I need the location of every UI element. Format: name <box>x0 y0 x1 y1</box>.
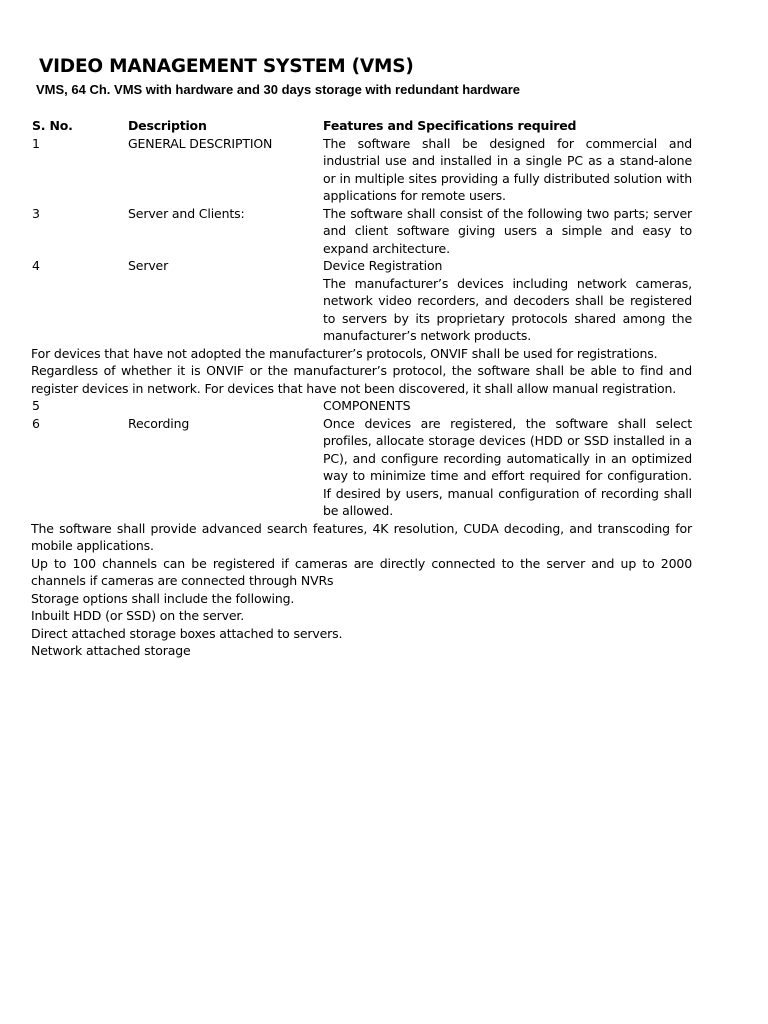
paragraph: For devices that have not adopted the manufacturer’s protocols, ONVIF shall be used for registrations. <box>31 345 658 361</box>
document-subtitle: VMS, 64 Ch. VMS with hardware and 30 days storage with redundant hardware <box>36 82 521 97</box>
paragraph: The software shall provide advanced search features, 4K resolution, CUDA decoding, and transcoding for mobile applications. <box>31 520 692 553</box>
table-header-row <box>31 117 692 135</box>
paragraph: Up to 100 channels can be registered if cameras are directly connected to the server and up to 2000 channels if cameras are connected through NVRs <box>31 555 692 588</box>
row-spec: The manufacturer’s devices including network cameras, network video recorders, and decoders shall be registered to servers by its proprietary protocols shared among the manufacturer’s network products. <box>323 275 692 343</box>
spec-body <box>31 117 692 660</box>
row-spec: The software shall consist of the following two parts; server and client software giving users a simple and easy to expand architecture. <box>323 205 692 256</box>
list-item: Direct attached storage boxes attached to servers. <box>31 625 343 641</box>
row-spec: Once devices are registered, the software shall select profiles, allocate storage devices (HDD or SSD installed in a PC), and configure recording automatically in an optimized way to minimize time and effort required for configuration. If desired by users, manual configuration of recording shall be allowed. <box>323 415 692 518</box>
table-row <box>31 397 692 415</box>
row-description: Server and Clients: <box>128 205 245 221</box>
row-spec-heading: Device Registration <box>323 258 443 273</box>
header-features: Features and Specifications required <box>323 118 577 133</box>
row-sno: 4 <box>32 258 40 273</box>
header-description: Description <box>128 118 207 133</box>
paragraph: Storage options shall include the following. <box>31 590 295 606</box>
row-description: Server <box>128 258 169 273</box>
row-spec: COMPONENTS <box>323 398 411 413</box>
row-spec: The software shall be designed for commercial and industrial use and installed in a single PC as a stand-alone or in multiple sites providing a fully distributed solution with applications for remote users. <box>323 135 692 203</box>
table-row <box>31 257 692 345</box>
row-description: GENERAL DESCRIPTION <box>128 135 273 151</box>
list-item: Network attached storage <box>31 643 191 658</box>
table-row <box>31 205 692 258</box>
row-sno: 6 <box>32 415 40 431</box>
row-description: Recording <box>128 415 190 431</box>
document-title: VIDEO MANAGEMENT SYSTEM (VMS) <box>39 56 414 77</box>
list-item: Inbuilt HDD (or SSD) on the server. <box>31 608 245 623</box>
table-row <box>31 135 692 205</box>
row-sno: 5 <box>32 398 40 413</box>
row-sno: 1 <box>32 135 40 151</box>
paragraph: Regardless of whether it is ONVIF or the manufacturer’s protocol, the software shall be able to find and register devices in network. For devices that have not been discovered, it shall allow manual registration. <box>31 363 692 396</box>
header-sno: S. No. <box>32 118 73 133</box>
table-row <box>31 415 692 520</box>
row-spec-block <box>323 257 692 345</box>
row-sno: 3 <box>32 205 40 221</box>
